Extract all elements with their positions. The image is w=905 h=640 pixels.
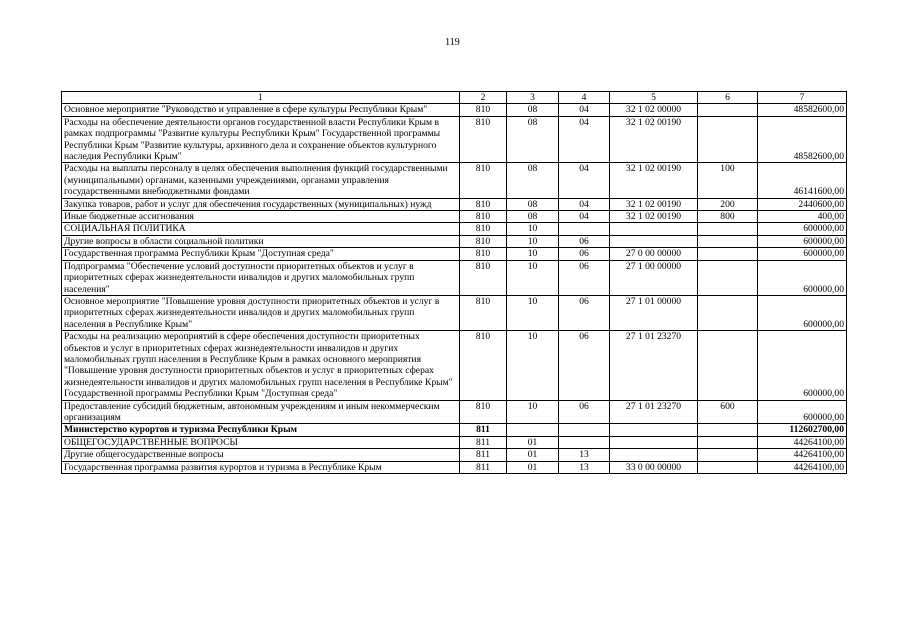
cell-target-article: 32 1 02 00190 (610, 116, 698, 163)
cell-section: 08 (507, 211, 559, 223)
budget-table (61, 91, 847, 474)
table-row (62, 223, 847, 235)
cell-amount: 400,00 (758, 211, 847, 223)
cell-code: 810 (460, 104, 507, 116)
table-row (62, 400, 847, 424)
table-row (62, 424, 847, 436)
cell-subsection: 06 (559, 248, 610, 260)
cell-amount: 600000,00 (758, 248, 847, 260)
cell-expense-type: 800 (698, 211, 758, 223)
cell-code: 810 (460, 116, 507, 163)
table-row (62, 436, 847, 448)
cell-subsection: 04 (559, 198, 610, 210)
header-cell: 1 (62, 92, 460, 104)
row-name-cell: Другие общегосударственные вопросы (62, 449, 460, 461)
cell-subsection: 13 (559, 449, 610, 461)
cell-section: 10 (507, 295, 559, 330)
row-name-cell: Иные бюджетные ассигнования (62, 211, 460, 223)
cell-subsection: 06 (559, 400, 610, 424)
cell-expense-type (698, 260, 758, 295)
cell-amount: 44264100,00 (758, 449, 847, 461)
row-name-cell: Государственная программа развития курортов и туризма в Республике Крым (62, 461, 460, 473)
cell-expense-type (698, 104, 758, 116)
row-name-cell: Подпрограмма "Обеспечение условий доступности приоритетных объектов и услуг в приоритетных сферах жизнедеятельности инвалидов и других маломобильных групп населения" (62, 260, 460, 295)
cell-target-article (610, 223, 698, 235)
cell-expense-type (698, 436, 758, 448)
cell-subsection: 04 (559, 211, 610, 223)
table-row (62, 163, 847, 198)
row-name-cell: ОБЩЕГОСУДАРСТВЕННЫЕ ВОПРОСЫ (62, 436, 460, 448)
cell-target-article: 27 1 01 23270 (610, 400, 698, 424)
header-cell: 6 (698, 92, 758, 104)
table-row (62, 235, 847, 247)
row-name-cell: Расходы на выплаты персоналу в целях обеспечения выполнения функций государственными (муниципальными) органами, казенными учреждениями, органами управления государственными внебюджетными фондами (62, 163, 460, 198)
cell-section: 01 (507, 461, 559, 473)
cell-section: 10 (507, 235, 559, 247)
cell-subsection: 04 (559, 116, 610, 163)
cell-target-article (610, 235, 698, 247)
row-name-cell: Закупка товаров, работ и услуг для обеспечения государственных (муниципальных) нужд (62, 198, 460, 210)
cell-subsection: 04 (559, 163, 610, 198)
cell-code: 810 (460, 248, 507, 260)
cell-expense-type (698, 295, 758, 330)
page-number: 119 (445, 37, 460, 48)
cell-expense-type (698, 449, 758, 461)
cell-section: 08 (507, 163, 559, 198)
cell-expense-type (698, 223, 758, 235)
cell-target-article: 27 0 00 00000 (610, 248, 698, 260)
row-name-cell: Государственная программа Республики Крым "Доступная среда" (62, 248, 460, 260)
cell-subsection: 06 (559, 260, 610, 295)
cell-section: 08 (507, 116, 559, 163)
cell-code: 810 (460, 331, 507, 400)
row-name-cell: Основное мероприятие "Руководство и управление в сфере культуры Республики Крым" (62, 104, 460, 116)
cell-amount: 44264100,00 (758, 436, 847, 448)
cell-expense-type (698, 116, 758, 163)
cell-amount: 48582600,00 (758, 116, 847, 163)
cell-code: 811 (460, 436, 507, 448)
cell-code: 810 (460, 235, 507, 247)
cell-section: 10 (507, 248, 559, 260)
cell-amount: 44264100,00 (758, 461, 847, 473)
cell-amount: 2440600,00 (758, 198, 847, 210)
cell-target-article: 32 1 02 00000 (610, 104, 698, 116)
row-name-cell: СОЦИАЛЬНАЯ ПОЛИТИКА (62, 223, 460, 235)
cell-code: 810 (460, 260, 507, 295)
cell-amount: 600000,00 (758, 400, 847, 424)
cell-amount: 46141600,00 (758, 163, 847, 198)
cell-target-article: 27 1 01 23270 (610, 331, 698, 400)
cell-subsection: 06 (559, 295, 610, 330)
table-row (62, 248, 847, 260)
cell-expense-type (698, 461, 758, 473)
cell-subsection (559, 424, 610, 436)
cell-expense-type (698, 235, 758, 247)
cell-target-article: 32 1 02 00190 (610, 163, 698, 198)
row-name-cell: Министерство курортов и туризма Республики Крым (62, 424, 460, 436)
cell-amount: 600000,00 (758, 260, 847, 295)
cell-subsection: 13 (559, 461, 610, 473)
cell-target-article (610, 449, 698, 461)
row-name-cell: Расходы на реализацию мероприятий в сфере обеспечения доступности приоритетных объектов и услуг в приоритетных сферах жизнедеятельности инвалидов и других маломобильных групп населения в Республике Крым в рамках основного мероприятия "Повышение уровня доступности приоритетных объектов и услуг в приоритетных сферах жизнедеятельности инвалидов и других маломобильных групп населения в Республике Крым" Государственной программы Республики Крым "Доступная среда" (62, 331, 460, 400)
table-row (62, 449, 847, 461)
table-row (62, 295, 847, 330)
cell-code: 810 (460, 211, 507, 223)
cell-expense-type: 600 (698, 400, 758, 424)
header-cell: 3 (507, 92, 559, 104)
cell-section: 01 (507, 449, 559, 461)
cell-expense-type: 100 (698, 163, 758, 198)
cell-subsection: 06 (559, 331, 610, 400)
cell-subsection: 06 (559, 235, 610, 247)
table-row (62, 461, 847, 473)
table-row (62, 198, 847, 210)
cell-expense-type (698, 248, 758, 260)
header-cell: 5 (610, 92, 698, 104)
cell-expense-type (698, 424, 758, 436)
cell-target-article (610, 436, 698, 448)
cell-section: 10 (507, 260, 559, 295)
cell-section: 01 (507, 436, 559, 448)
table-row (62, 260, 847, 295)
row-name-cell: Предоставление субсидий бюджетным, автономным учреждениям и иным некоммерческим организациям (62, 400, 460, 424)
cell-section: 10 (507, 223, 559, 235)
row-name-cell: Другие вопросы в области социальной политики (62, 235, 460, 247)
cell-target-article (610, 424, 698, 436)
cell-section: 10 (507, 400, 559, 424)
table-row (62, 116, 847, 163)
cell-expense-type: 200 (698, 198, 758, 210)
cell-section (507, 424, 559, 436)
cell-code: 811 (460, 461, 507, 473)
cell-subsection: 04 (559, 104, 610, 116)
cell-expense-type (698, 331, 758, 400)
cell-code: 811 (460, 424, 507, 436)
cell-amount: 600000,00 (758, 295, 847, 330)
cell-target-article: 27 1 01 00000 (610, 295, 698, 330)
cell-code: 810 (460, 400, 507, 424)
cell-target-article: 33 0 00 00000 (610, 461, 698, 473)
cell-target-article: 27 1 00 00000 (610, 260, 698, 295)
cell-amount: 48582600,00 (758, 104, 847, 116)
header-cell: 2 (460, 92, 507, 104)
cell-target-article: 32 1 02 00190 (610, 211, 698, 223)
cell-subsection (559, 223, 610, 235)
cell-target-article: 32 1 02 00190 (610, 198, 698, 210)
row-name-cell: Основное мероприятие "Повышение уровня доступности приоритетных объектов и услуг в приоритетных сферах жизнедеятельности инвалидов и других маломобильных групп населения в Республике Крым" (62, 295, 460, 330)
cell-subsection (559, 436, 610, 448)
cell-code: 810 (460, 198, 507, 210)
cell-code: 810 (460, 295, 507, 330)
cell-amount: 600000,00 (758, 223, 847, 235)
cell-code: 810 (460, 163, 507, 198)
cell-code: 810 (460, 223, 507, 235)
cell-amount: 600000,00 (758, 235, 847, 247)
header-cell: 7 (758, 92, 847, 104)
cell-code: 811 (460, 449, 507, 461)
row-name-cell: Расходы на обеспечение деятельности органов государственной власти Республики Крым в рамках подпрограммы "Развитие культуры Республики Крым" Государственной программы Республики Крым "Развитие культуры, архивного дела и сохранение объектов культурного наследия Республики Крым" (62, 116, 460, 163)
cell-section: 10 (507, 331, 559, 400)
table-row (62, 211, 847, 223)
cell-amount: 112602700,00 (758, 424, 847, 436)
table-row (62, 331, 847, 400)
table-row (62, 104, 847, 116)
header-row (62, 92, 847, 104)
cell-section: 08 (507, 104, 559, 116)
cell-section: 08 (507, 198, 559, 210)
header-cell: 4 (559, 92, 610, 104)
cell-amount: 600000,00 (758, 331, 847, 400)
